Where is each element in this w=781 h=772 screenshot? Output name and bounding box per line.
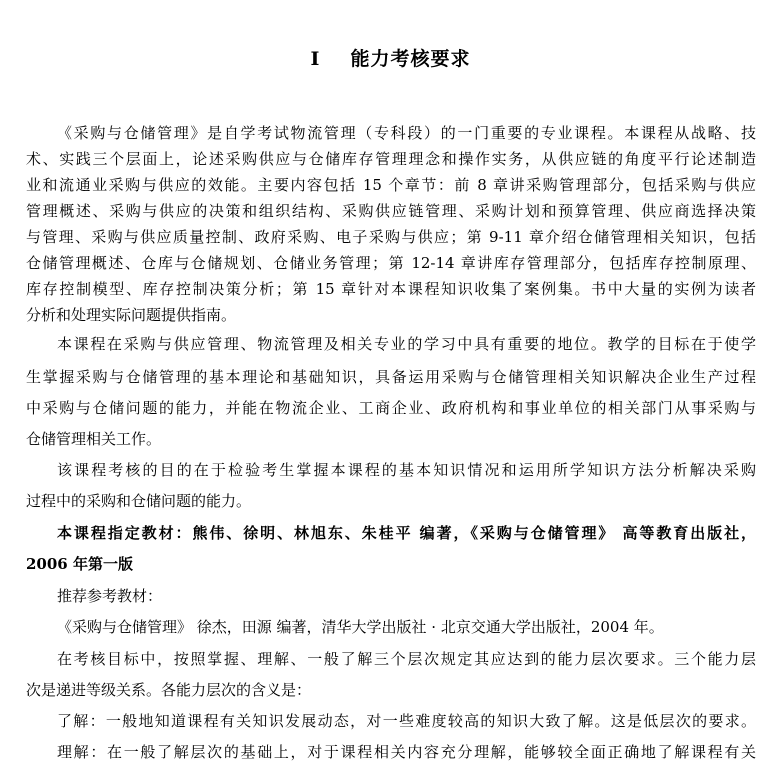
paragraph-line: 过程中的采购和仓储问题的能力。	[26, 492, 252, 510]
section-heading	[0, 44, 781, 71]
paragraph-line: 管理概述、采购与供应的决策和组织结构、采购供应链管理、采购计划和预算管理、供应商选择决策	[26, 202, 756, 220]
reference-heading: 推荐参考教材：	[57, 587, 163, 605]
paragraph-line: 仓储管理相关工作。	[26, 430, 162, 448]
paragraph-line: 业和流通业采购与供应的效能。主要内容包括 15 个章节：前 8 章讲采购管理部分，包括采购与供应	[26, 176, 756, 194]
paragraph-line: 库存控制模型、库存控制决策分析；第 15 章针对本课程知识收集了案例集。书中大量的实例为读者	[26, 280, 756, 298]
paragraph-line: 仓储管理概述、仓库与仓储规划、仓储业务管理；第 12-14 章讲库存管理部分，包括库存控制原理、	[26, 254, 756, 272]
textbook-line: 本课程指定教材：熊伟、徐明、林旭东、朱桂平 编著，《采购与仓储管理》 高等教育出版社，	[57, 524, 756, 542]
paragraph-line: 中采购与仓储问题的能力，并能在物流企业、工商企业、政府机构和事业单位的相关部门从事采购与	[26, 399, 756, 417]
paragraph-line: 术、实践三个层面上，论述采购供应与仓储库存管理理念和操作实务，从供应链的角度平行论述制造	[26, 150, 756, 168]
paragraph-line: 本课程在采购与供应管理、物流管理及相关专业的学习中具有重要的地位。教学的目标在于使学	[57, 335, 756, 353]
paragraph-line: 理解：在一般了解层次的基础上，对于课程相关内容充分理解，能够较全面正确地了解课程有关	[57, 743, 756, 761]
reference-line: 《采购与仓储管理》 徐杰，田源 编著，清华大学出版社 · 北京交通大学出版社，2004 年。	[57, 618, 664, 636]
paragraph-line: 分析和处理实际问题提供指南。	[26, 306, 237, 324]
paragraph-line: 该课程考核的目的在于检验考生掌握本课程的基本知识情况和运用所学知识方法分析解决采购	[57, 461, 756, 479]
section-title: 能力考核要求	[350, 48, 471, 70]
paragraph-line: 生掌握采购与仓储管理的基本理论和基础知识，具备运用采购与仓储管理相关知识解决企业生产过程	[26, 368, 756, 386]
paragraph-line: 与管理、采购与供应质量控制、政府采购、电子采购与供应；第 9-11 章介绍仓储管理相关知识，包括	[26, 228, 756, 246]
paragraph-line: 《采购与仓储管理》是自学考试物流管理（专科段）的一门重要的专业课程。本课程从战略、技	[57, 124, 756, 142]
paragraph-line: 次是递进等级关系。各能力层次的含义是：	[26, 681, 312, 699]
textbook-line: 2006 年第一版	[26, 555, 133, 573]
paragraph-line: 了解：一般地知道课程有关知识发展动态，对一些难度较高的知识大致了解。这是低层次的要求。	[57, 712, 756, 730]
paragraph-line: 在考核目标中，按照掌握、理解、一般了解三个层次规定其应达到的能力层次要求。三个能力层	[57, 650, 756, 668]
section-number: I	[310, 48, 321, 70]
